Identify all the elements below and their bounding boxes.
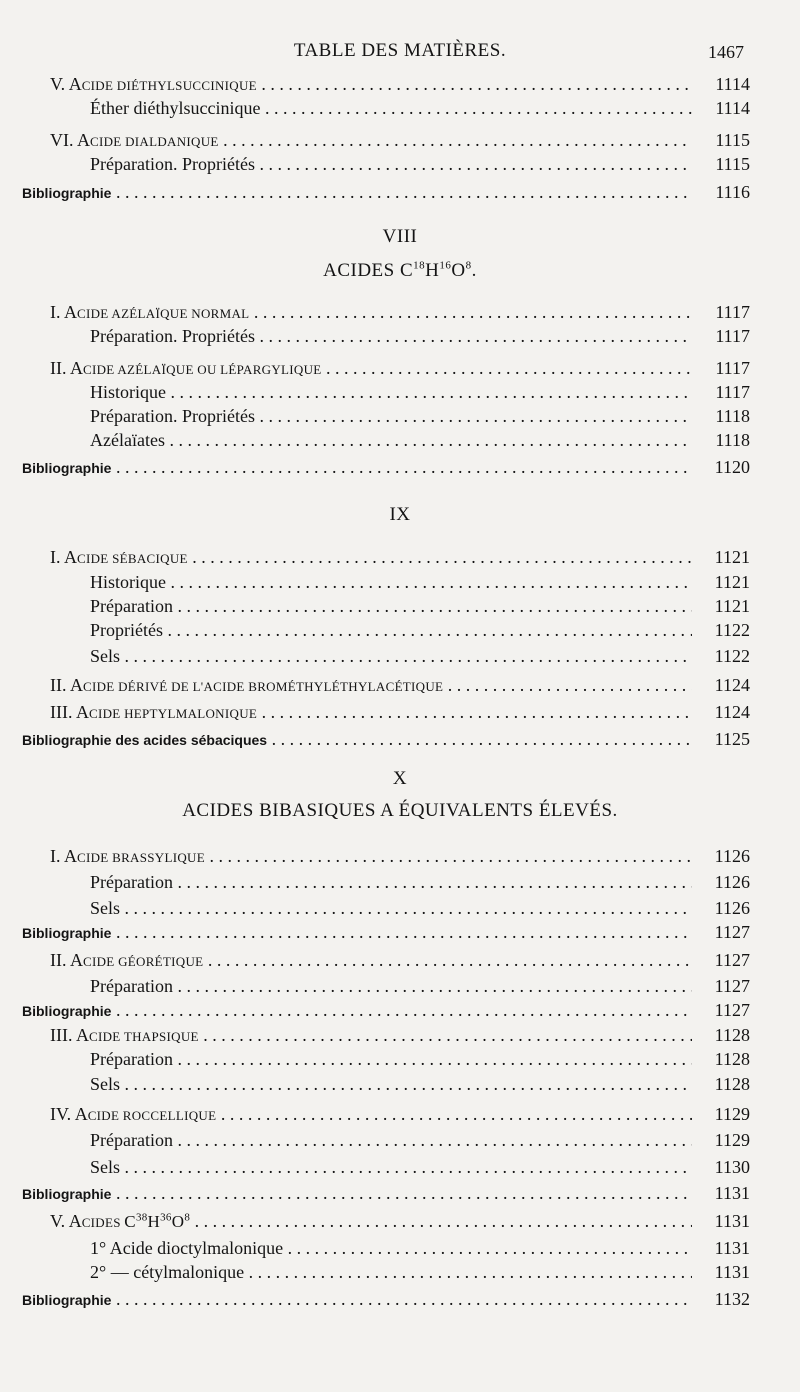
toc-entry (0, 844, 800, 868)
entry-page-number: 1124 (714, 675, 750, 695)
entry-label: Bibliographie . . . (22, 1287, 692, 1311)
acid-name: CIDE AZÉLAÏQUE NORMAL (77, 306, 250, 321)
entry-page-number: 1120 (714, 457, 750, 477)
acid-name: CIDE THAPSIQUE (89, 1029, 199, 1044)
acid-name: CIDE HEPTYLMALONIQUE (89, 706, 258, 721)
entry-label: II. ACIDE DÉRIVÉ DE L'ACIDE BROMÉTHYLÉTHYLACÉTIQUE . . . (50, 673, 692, 697)
entry-label: Bibliographie . . . (22, 998, 692, 1022)
toc-entry (0, 1209, 800, 1233)
entry-page-number: 1125 (714, 729, 750, 749)
running-title: TABLE DES MATIÈRES. (293, 40, 507, 61)
entry-page-number: 1128 (714, 1074, 750, 1094)
bibliography-entry (0, 727, 800, 751)
toc-entry (0, 870, 800, 894)
entry-page-number: 1114 (715, 74, 750, 94)
toc-entry (0, 594, 800, 618)
toc-entry (0, 700, 800, 724)
entry-page-number: 1117 (715, 382, 750, 402)
entry-page-number: 1122 (714, 646, 750, 666)
toc-entry (0, 96, 800, 120)
entry-label: Sels . . . (90, 896, 692, 920)
entry-page-number: 1128 (714, 1049, 750, 1069)
entry-label: Préparation . . . (90, 870, 692, 894)
entry-label: Sels . . . (90, 1072, 692, 1096)
entry-label: Sels . . . (90, 1155, 692, 1179)
toc-entry (0, 1102, 800, 1126)
chapter-number: VIII (382, 226, 418, 247)
entry-page-number: 1117 (715, 326, 750, 346)
page-header (0, 40, 800, 66)
toc-entry (0, 896, 800, 920)
entry-label: Historique . . . (90, 380, 692, 404)
toc-entry (0, 545, 800, 569)
entry-page-number: 1127 (714, 976, 750, 996)
toc-entry (0, 300, 800, 324)
entry-label: Préparation. Propriétés . . . (90, 404, 692, 428)
bibliography-entry (0, 920, 800, 944)
toc-entry (0, 72, 800, 96)
entry-page-number: 1121 (714, 572, 750, 592)
toc-entry (0, 570, 800, 594)
entry-label: Historique . . . (90, 570, 692, 594)
entry-label: Bibliographie des acides sébaciques . . . (22, 727, 692, 751)
toc-entry (0, 152, 800, 176)
acid-name: CIDE BRASSYLIQUE (77, 850, 205, 865)
page-number: 1467 (708, 42, 744, 62)
acid-name: CIDE AZÉLAÏQUE OU LÉPARGYLIQUE (83, 362, 322, 377)
bibliography-entry (0, 1287, 800, 1311)
toc-entry (0, 618, 800, 642)
entry-page-number: 1124 (714, 702, 750, 722)
acid-name: CIDE DIALDANIQUE (90, 134, 219, 149)
chapter-number: IX (389, 504, 411, 525)
entry-page-number: 1116 (715, 182, 750, 202)
toc-entry (0, 948, 800, 972)
entry-page-number: 1128 (714, 1025, 750, 1045)
entry-label: 2° — cétylmalonique . . . (90, 1260, 692, 1284)
toc-entry (0, 128, 800, 152)
entry-page-number: 1126 (714, 898, 750, 918)
toc-entry (0, 1023, 800, 1047)
toc-entry (0, 644, 800, 668)
bibliography-entry (0, 1181, 800, 1205)
entry-page-number: 1115 (715, 154, 750, 174)
entry-label: I. ACIDE AZÉLAÏQUE NORMAL . . . (50, 300, 692, 324)
toc-entry (0, 380, 800, 404)
chapter-title: ACIDES $C^{18}H^{16}O^8$. (323, 259, 477, 281)
entry-page-number: 1131 (714, 1211, 750, 1231)
entry-page-number: 1129 (714, 1130, 750, 1150)
entry-label: Préparation . . . (90, 1047, 692, 1071)
entry-label: Éther diéthylsuccinique . . . (90, 96, 692, 120)
entry-page-number: 1127 (714, 1000, 750, 1020)
entry-label: Préparation. Propriétés . . . (90, 324, 692, 348)
entry-label: III. ACIDE THAPSIQUE . . . (50, 1023, 692, 1047)
entry-page-number: 1126 (714, 846, 750, 866)
entry-label: Préparation . . . (90, 1128, 692, 1152)
acid-name: CIDE SÉBACIQUE (77, 551, 188, 566)
chapter-title: ACIDES BIBASIQUES A ÉQUIVALENTS ÉLEVÉS. (182, 800, 618, 821)
entry-page-number: 1121 (714, 596, 750, 616)
bibliography-entry (0, 455, 800, 479)
entry-label: Bibliographie . . . (22, 455, 692, 479)
acid-name: CIDE GÉORÉTIQUE (83, 954, 204, 969)
entry-page-number: 1131 (714, 1183, 750, 1203)
entry-label: V. ACIDE DIÉTHYLSUCCINIQUE . . . (50, 72, 692, 96)
entry-label: I. ACIDE SÉBACIQUE . . . (50, 545, 692, 569)
entry-page-number: 1118 (715, 406, 750, 426)
entry-page-number: 1126 (714, 872, 750, 892)
entry-page-number: 1127 (714, 950, 750, 970)
entry-page-number: 1114 (715, 98, 750, 118)
entry-label: III. ACIDE HEPTYLMALONIQUE . . . (50, 700, 692, 724)
chapter-number: X (392, 768, 408, 789)
entry-label: Bibliographie . . . (22, 1181, 692, 1205)
acid-name: CIDE DIÉTHYLSUCCINIQUE (81, 78, 257, 93)
entry-label: II. ACIDE GÉORÉTIQUE . . . (50, 948, 692, 972)
entry-page-number: 1129 (714, 1104, 750, 1124)
toc-entry (0, 1260, 800, 1284)
toc-entry (0, 1047, 800, 1071)
entry-page-number: 1131 (714, 1262, 750, 1282)
toc-entry (0, 428, 800, 452)
toc-entry (0, 1072, 800, 1096)
entry-page-number: 1115 (715, 130, 750, 150)
acid-name: CIDE DÉRIVÉ DE L'ACIDE BROMÉTHYLÉTHYLACÉTIQUE (83, 679, 444, 694)
entry-label: Préparation. Propriétés . . . (90, 152, 692, 176)
entry-label: Préparation . . . (90, 594, 692, 618)
entry-label: Préparation . . . (90, 974, 692, 998)
entry-label: VI. ACIDE DIALDANIQUE . . . (50, 128, 692, 152)
bibliography-entry (0, 998, 800, 1022)
entry-page-number: 1121 (714, 547, 750, 567)
entry-label: Propriétés . . . (90, 618, 692, 642)
acid-name: CIDE ROCCELLIQUE (87, 1108, 217, 1123)
entry-page-number: 1131 (714, 1238, 750, 1258)
toc-entry (0, 1128, 800, 1152)
bibliography-entry (0, 180, 800, 204)
toc-entry (0, 1236, 800, 1260)
toc-entry (0, 404, 800, 428)
entry-page-number: 1122 (714, 620, 750, 640)
entry-page-number: 1117 (715, 302, 750, 322)
acid-name: CIDES $C^{38}H^{36}O^8$ (81, 1211, 191, 1231)
entry-label: V. ACIDES $C^{38}H^{36}O^8$ . . . (50, 1209, 692, 1233)
toc-entry (0, 356, 800, 380)
toc-entry (0, 974, 800, 998)
entry-page-number: 1132 (714, 1289, 750, 1309)
toc-entry (0, 1155, 800, 1179)
toc-entry (0, 673, 800, 697)
toc-entry (0, 324, 800, 348)
entry-label: Bibliographie . . . (22, 180, 692, 204)
entry-label: IV. ACIDE ROCCELLIQUE . . . (50, 1102, 692, 1126)
entry-label: I. ACIDE BRASSYLIQUE . . . (50, 844, 692, 868)
entry-label: Bibliographie . . . (22, 920, 692, 944)
entry-page-number: 1130 (714, 1157, 750, 1177)
entry-label: 1° Acide dioctylmalonique . . . (90, 1236, 692, 1260)
entry-label: Azélaïates . . . (90, 428, 692, 452)
entry-page-number: 1118 (715, 430, 750, 450)
entry-label: Sels . . . (90, 644, 692, 668)
entry-page-number: 1127 (714, 922, 750, 942)
entry-page-number: 1117 (715, 358, 750, 378)
entry-label: II. ACIDE AZÉLAÏQUE OU LÉPARGYLIQUE . . . (50, 356, 692, 380)
